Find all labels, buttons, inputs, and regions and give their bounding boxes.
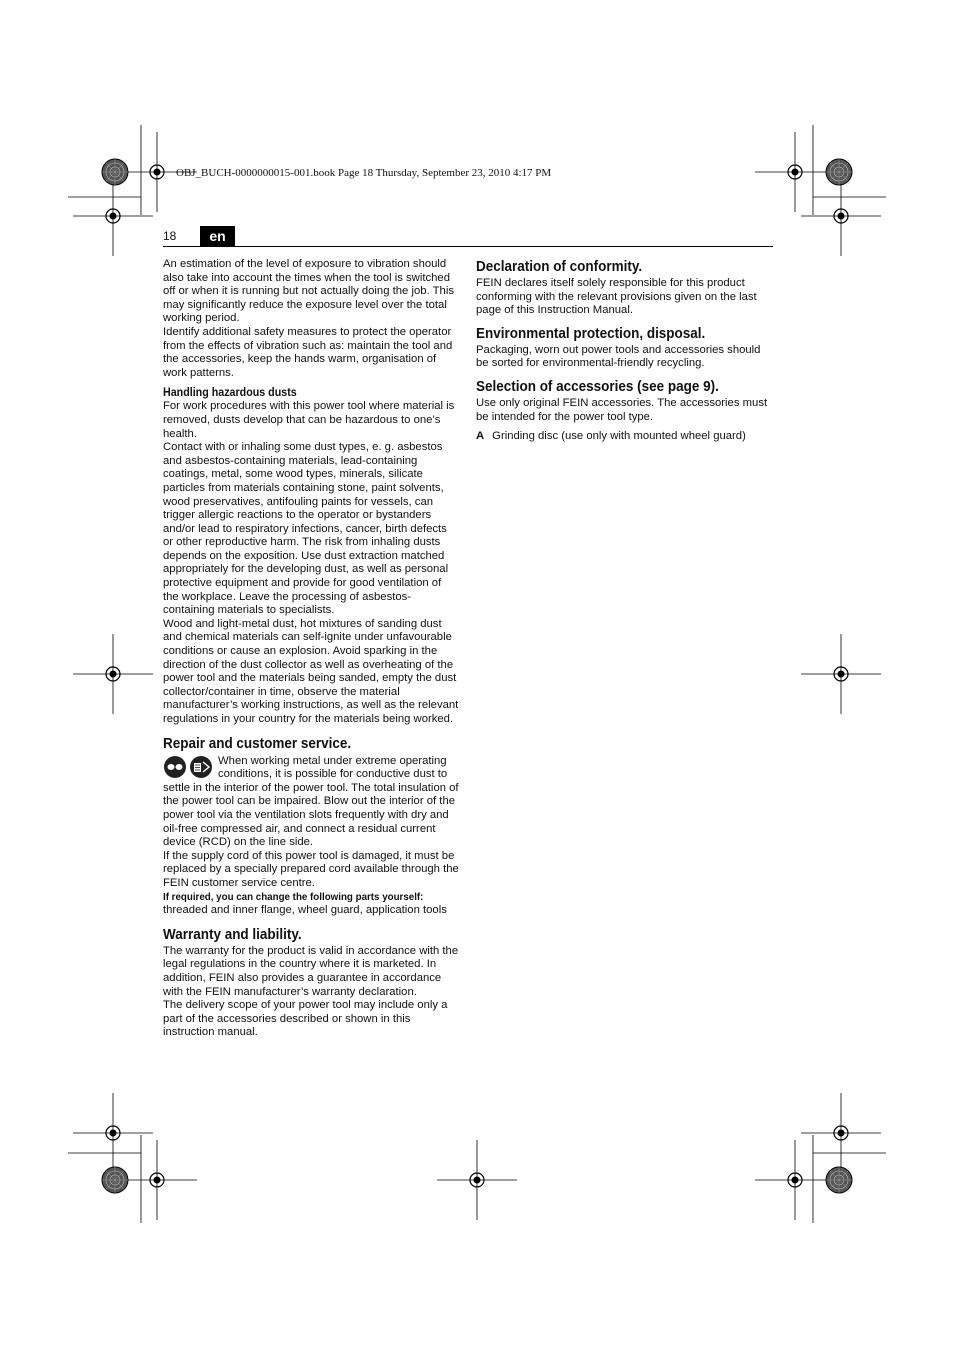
- accessories-heading: Selection of accessories (see page 9).: [476, 378, 719, 395]
- repair-icons: [163, 755, 217, 781]
- repair-paragraph-1: When working metal under extreme operating conditions, it is possible for conductive dust to settle in the interior of the power tool. The total insulation of the power tool can be impaired. Blow out the interior of the power tool via the ventilation slots frequently with dry and oil-free compressed air, and connect a residual current device (RCD) on the line side.: [163, 754, 459, 849]
- accessory-list-item: [476, 430, 774, 444]
- repair-parts: threaded and inner flange, wheel guard, application tools: [163, 904, 447, 917]
- language-tag: en: [200, 226, 235, 246]
- warranty-paragraph-2: The delivery scope of your power tool may include only a part of the accessories described or shown in this instruction manual.: [163, 999, 448, 1039]
- safety-goggles-icon: [163, 755, 217, 781]
- dust-paragraph-3: Wood and light-metal dust, hot mixtures of sanding dust and chemical materials can self-ignite under unfavourable conditions or cause an explosion. Avoid sparking in the direction of the dust collector as well as overheating of the power tool and the materials being sanded, empty the dust collector/container in time, observe the material manufacturer’s working instructions, as well as the relevant regulations in your country for the materials being worked.: [163, 617, 459, 725]
- warranty-paragraph-1: The warranty for the product is valid in accordance with the legal regulations in the country where it is marketed. In addition, FEIN also provides a guarantee in accordance with the FEIN manufacturer’s warranty declaration.: [163, 944, 459, 998]
- vibration-paragraph-2: Identify additional safety measures to protect the operator from the effects of vibration such as: maintain the tool and the accessories, keep the hands warm, organisation of work patterns.: [163, 325, 453, 379]
- book-info: OBJ_BUCH-0000000015-001.book Page 18 Thursday, September 23, 2010 4:17 PM: [176, 167, 552, 179]
- vibration-paragraph-1: An estimation of the level of exposure to vibration should also take into account the times when the tool is switched off or when it is running but not actually doing the job. This may significantly reduce the exposure level over the total working period.: [163, 258, 454, 325]
- environment-paragraph: Packaging, worn out power tools and accessories should be sorted for environmental-friendly recycling.: [476, 343, 761, 370]
- repair-paragraph-2: If the supply cord of this power tool is damaged, it must be replaced by a specially prepared cord available through the FEIN customer service centre.: [163, 849, 459, 889]
- accessories-paragraph: Use only original FEIN accessories. The accessories must be intended for the power tool type.: [476, 396, 768, 423]
- accessory-key: A: [476, 430, 485, 443]
- dust-paragraph-2: Contact with or inhaling some dust types, e. g. asbestos and asbestos-containing materials, lead-containing coatings, metal, some wood types, minerals, silicate particles from materials containing stone, paint solvents, wood preservatives, antifouling paints for vessels, can trigger allergic reactions to the operator or bystanders and/or lead to respiratory infections, cancer, birth defects or other reproductive harm. The risk from inhaling dusts depends on the exposition. Use dust extraction matched appropriately for the developing dust, as well as personal protective equipment and provide for good ventilation of the workplace. Leave the processing of asbestos-containing materials to specialists.: [163, 441, 449, 617]
- environment-heading: Environmental protection, disposal.: [476, 325, 706, 342]
- left-column: [163, 258, 459, 1040]
- repair-parts-lead: If required, you can change the following parts yourself:: [163, 890, 424, 903]
- declaration-paragraph: FEIN declares itself solely responsible for this product conforming with the relevant provisions given on the last page of this Instruction Manual.: [476, 277, 757, 317]
- repair-heading: Repair and customer service.: [163, 735, 352, 752]
- warranty-heading: Warranty and liability.: [163, 926, 302, 943]
- right-column: [476, 258, 774, 444]
- dust-paragraph-1: For work procedures with this power tool where material is removed, dusts develop that can be hazardous to one’s health.: [163, 400, 455, 440]
- page-number: 18: [163, 229, 177, 243]
- dust-heading: Handling hazardous dusts: [163, 387, 297, 400]
- accessory-description: Grinding disc (use only with mounted wheel guard): [492, 430, 746, 443]
- declaration-heading: Declaration of conformity.: [476, 259, 643, 275]
- header-rule: [163, 246, 773, 247]
